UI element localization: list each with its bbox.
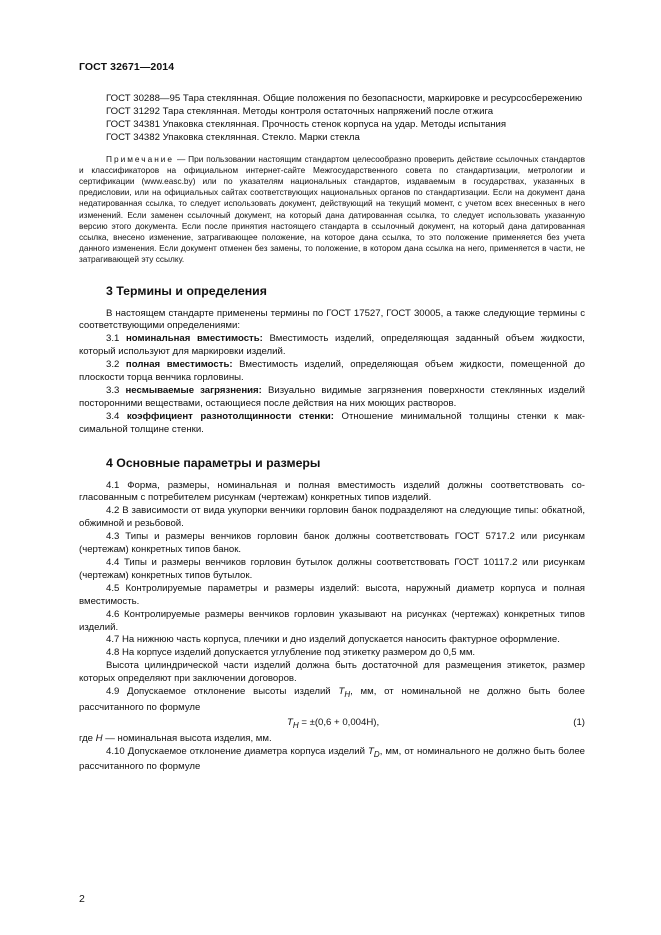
- formula-symbol: T: [287, 716, 293, 728]
- symbol-subscript: D: [373, 749, 380, 759]
- note-label: Примечание: [106, 153, 175, 164]
- section-4-paragraph: 4.5 Контролируемые параметры и размеры изделий: высота, наружный диаметр корпуса и полная вместимость.: [79, 582, 585, 607]
- paragraph-4-10: [79, 746, 585, 775]
- formula-rhs: = ±(0,6 + 0,004H),: [298, 716, 380, 728]
- page-content: [79, 93, 585, 774]
- references-list: [79, 93, 585, 145]
- document-code-header: ГОСТ 32671—2014: [79, 61, 175, 73]
- term-definition: [79, 359, 585, 385]
- term-text: Вместимость изделий, определяющая заданный объем жидкости, который используют для маркировки изделий.: [79, 333, 585, 358]
- term-definition: [79, 411, 585, 437]
- section-4-paragraph: 4.8 На корпусе изделий допускается углубление под этикетку размером до 0,5 мм.: [106, 647, 476, 659]
- symbol: H: [95, 732, 103, 744]
- section-4-paragraph: 4.7 На нижнюю часть корпуса, плечики и дно изделий допускается наносить фактурное оформление.: [106, 634, 560, 646]
- section-4-paragraph: 4.6 Контролируемые размеры венчиков горловин указывают на рисунках (чертежах) конкретных типов изделий.: [79, 608, 585, 633]
- term-number: 3.3: [106, 385, 126, 396]
- reference-item: ГОСТ 31292 Тара стеклянная. Методы контроля остаточных напряжений после отжига: [106, 105, 494, 117]
- note-paragraph: [79, 154, 585, 266]
- section-4-paragraph: 4.4 Типы и размеры венчиков горловин бутылок должны соответствовать ГОСТ 10117.2 или рисункам (чертежам) конкретных типов бутылок.: [79, 556, 585, 581]
- text-run: где: [79, 732, 96, 744]
- text-run: , мм, от номинального не должно быть более рассчитанного по формуле: [79, 745, 586, 773]
- section-3-intro: В настоящем стандарте применены термины по ГОСТ 17527, ГОСТ 30005, а также следующие термины с соответствующими определениями:: [79, 307, 585, 332]
- term-name: коэффициент разнотолщинности стенки:: [126, 410, 334, 422]
- term-number: 3.4: [106, 410, 127, 422]
- text-run: , мм, от номинальной не должно быть более рассчитанного по формуле: [79, 686, 586, 713]
- section-4-paragraph: Высота цилиндрической части изделий должна быть достаточной для размещения этикеток, размер которых определяют при заключении договоров.: [79, 660, 585, 685]
- term-definition: [79, 385, 585, 411]
- term-text: Отношение минимальной толщины стенки к максимальной толщине стенки.: [79, 410, 585, 435]
- term-definition: [79, 333, 585, 359]
- formula-subscript: H: [292, 720, 299, 730]
- symbol: T: [368, 745, 374, 757]
- section-4-paragraph: 4.3 Типы и размеры венчиков горловин банок должны соответствовать ГОСТ 5717.2 или рисункам (чертежам) конкретных типов банок.: [79, 531, 585, 556]
- formula-1: [79, 717, 585, 730]
- term-text: Визуально видимые загрязнения поверхности стеклянных изделий посторонними веществами, остающиеся после действия на них моющих растворов.: [79, 385, 585, 409]
- term-name: полная вместимость:: [125, 359, 233, 371]
- term-name: номинальная вместимость:: [125, 333, 263, 345]
- symbol: T: [338, 686, 345, 698]
- text-run: 4.10 Допускаемое отклонение диаметра корпуса изделий: [106, 745, 369, 757]
- paragraph-4-9: [79, 686, 585, 715]
- term-text: Вместимость изделий, определяющая объем жидкости, помещенной до плоскости торца венчика горловины.: [79, 359, 585, 384]
- page-number: 2: [79, 893, 85, 905]
- formula-where: [79, 733, 585, 746]
- section-4-paragraph: 4.1 Форма, размеры, номинальная и полная вместимость изделий должны соответствовать согласованным с потребителем рисункам (чертежам) конкретных типов изделий.: [79, 479, 585, 504]
- section-4-title: 4 Основные параметры и размеры: [106, 455, 321, 470]
- symbol-subscript: H: [344, 689, 351, 699]
- section-3-title: 3 Термины и определения: [106, 283, 267, 298]
- term-name: несмываемые загрязнения:: [125, 385, 262, 396]
- reference-item: ГОСТ 30288—95 Тара стеклянная. Общие положения по безопасности, маркировке и ресурсосбережению: [106, 93, 583, 104]
- note-text: — При пользовании настоящим стандартом целесообразно проверить действие ссылочных стандартов и классификаторов на официальном интернет-сайте Межгосударственного совета по стандартизации, метрологии и сертификации (www.easc.by) или по указателям национальных стандартов, издаваемым в государствах, указанных в предисловии, или на официальных сайтах соответствующих национальных органов по стандартизации. Если на документ дана недатированная ссылка, то следует использовать документ, действующий на текущий момент, с учетом всех внесенных в него изменений. Если заменен ссылочный документ, на который дана датированная ссылка, то следует использовать указанную версию этого документа. Если после принятия настоящего стандарта в ссылочный документ, на который дана датированная ссылка, внесено изменение, затрагивающее положение, на которое дана ссылка, то это положение применяется без учета данного изменения. Если документ отменен без замены, то положение, в котором дана ссылка на него, применяется в части, не затрагивающей эту ссылку.: [79, 153, 585, 265]
- formula-expression: [287, 717, 379, 733]
- reference-item: ГОСТ 34382 Упаковка стеклянная. Стекло. Марки стекла: [106, 131, 360, 143]
- text-run: 4.9 Допускаемое отклонение высоты изделий: [106, 686, 339, 698]
- section-4-paragraph: 4.2 В зависимости от вида укупорки венчики горловин банок подразделяют на следующие типы: обкатной, обжимной и резьбовой.: [79, 505, 585, 530]
- term-number: 3.1: [106, 333, 126, 345]
- reference-item: ГОСТ 34381 Упаковка стеклянная. Прочность стенок корпуса на удар. Методы испытания: [106, 118, 507, 130]
- formula-number: (1): [573, 716, 585, 728]
- term-number: 3.2: [106, 359, 126, 371]
- text-run: — номинальная высота изделия, мм.: [102, 732, 272, 744]
